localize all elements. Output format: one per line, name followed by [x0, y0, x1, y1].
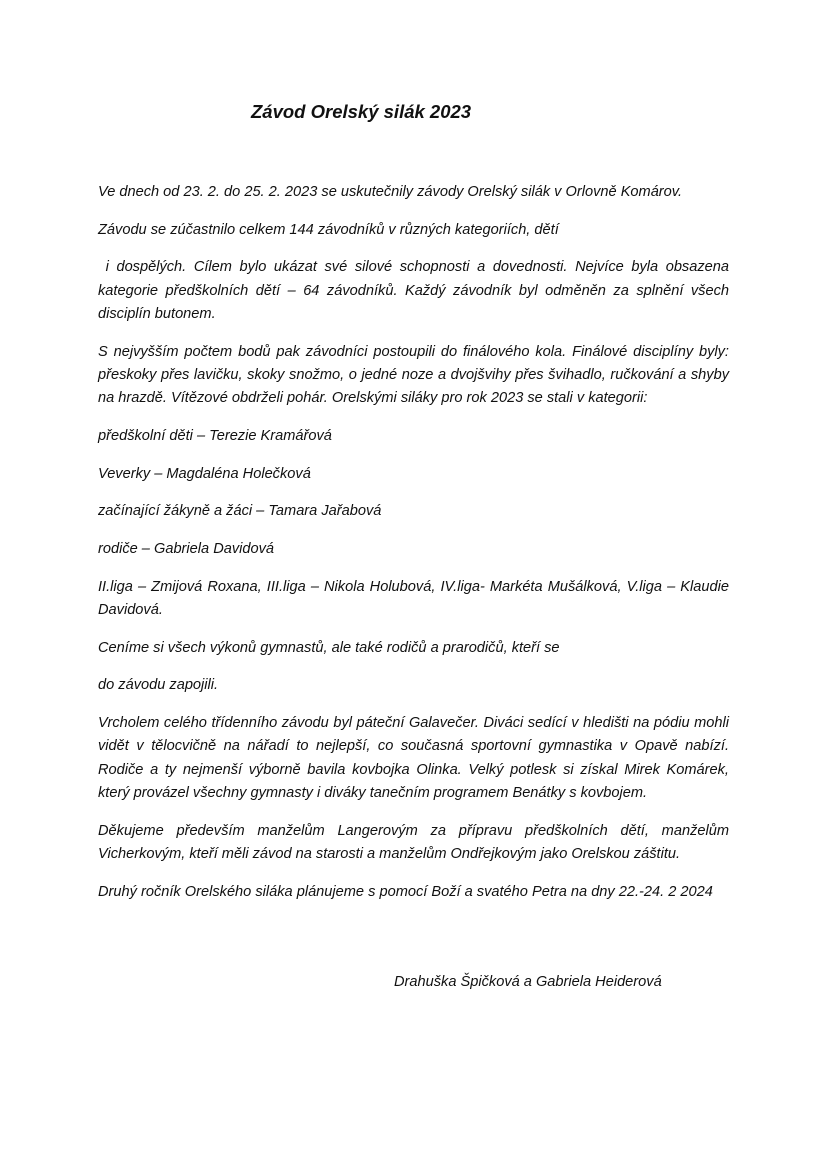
paragraph-gala: Vrcholem celého třídenního závodu byl páteční Galavečer. Diváci sedící v hledišti na pódiu mohli vidět v tělocvičně na nářadí to nejlepší, co současná sportovní gymnastika v Opavě nabízí. Rodiče a ty nejmenší výborně bavila kovbojka Olinka. Velký potlesk si získal Mirek Komárek, který provázel všechny gymnasty i diváky tanečním programem Benátky s kovbojem.: [98, 715, 729, 801]
winner-preschool: předškolní děti – Terezie Kramářová: [98, 427, 332, 444]
winner-leagues: II.liga – Zmijová Roxana, III.liga – Nikola Holubová, IV.liga- Markéta Mušálková, V.liga – Klaudie Davidová.: [98, 578, 729, 618]
paragraph-finals: S nejvyšším počtem bodů pak závodníci postoupili do finálového kola. Finálové disciplíny byly: přeskoky přes lavičku, skoky snožmo, o jedné noze a dvojšvihy přes švihadlo, ručkování a shyby na hrazdě. Vítězové obdrželi pohár. Orelskými siláky pro rok 2023 se stali v kategorii:: [98, 343, 729, 407]
paragraph-intro: Ve dnech od 23. 2. do 25. 2. 2023 se uskutečnily závody Orelský silák v Orlovně Komárov.: [98, 184, 683, 200]
paragraph-acknowledgements: Děkujeme především manželům Langerovým za přípravu předškolních dětí, manželům Vicherkovým, kteří měli závod na starosti a manželům Ondřejkovým jako Orelskou záštitu.: [98, 822, 729, 862]
document-title: Závod Orelský silák 2023: [251, 101, 472, 122]
signature: Drahuška Špičková a Gabriela Heiderová: [394, 974, 662, 990]
document-body: [98, 181, 734, 918]
paragraph-thanks-gymnasts: Ceníme si všech výkonů gymnastů, ale také rodičů a prarodičů, kteří se: [98, 639, 560, 656]
winner-veverky: Veverky – Magdaléna Holečková: [98, 465, 311, 482]
paragraph-participants: Závodu se zúčastnilo celkem 144 závodníků v různých kategoriích, dětí: [98, 221, 559, 238]
paragraph-goals: i dospělých. Cílem bylo ukázat své silové schopnosti a dovednosti. Nejvíce byla obsazena kategorie předškolních dětí – 64 závodníků. Každý závodník byl odměněn za splnění všech disciplín butonem.: [98, 259, 734, 322]
winner-beginners: začínající žákyně a žáci – Tamara Jařabová: [98, 503, 382, 520]
paragraph-thanks-gymnasts-end: do závodu zapojili.: [98, 677, 219, 694]
paragraph-next-year: Druhý ročník Orelského siláka plánujeme s pomocí Boží a svatého Petra na dny 22.-24. 2 2024: [98, 883, 713, 900]
winner-parents: rodiče – Gabriela Davidová: [98, 541, 275, 557]
